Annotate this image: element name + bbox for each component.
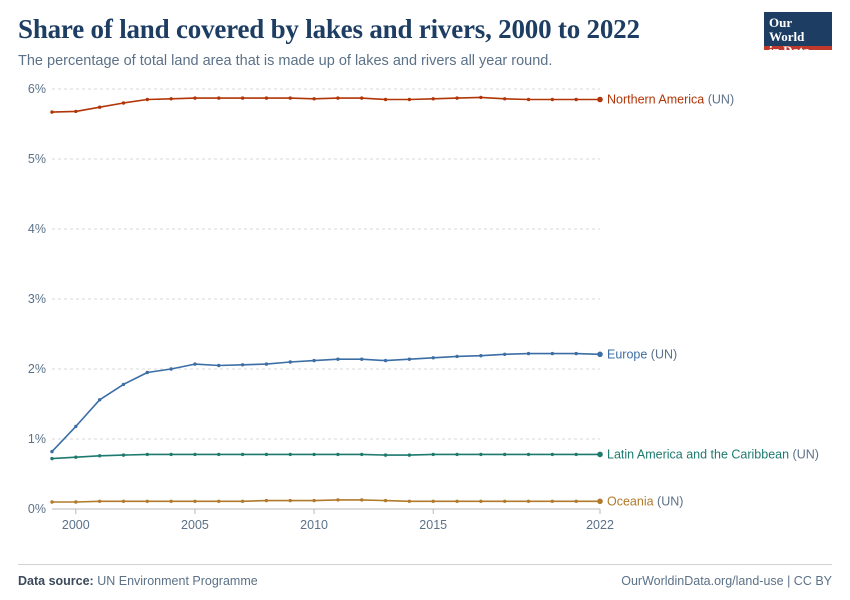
series-point — [74, 455, 77, 458]
series-point — [289, 499, 292, 502]
series-point — [432, 356, 435, 359]
series-point — [384, 98, 387, 101]
series-point — [98, 499, 101, 502]
x-axis-tick-label: 2022 — [586, 517, 614, 532]
series-point — [527, 499, 530, 502]
series-point — [479, 96, 482, 99]
series-point — [193, 96, 196, 99]
series-point — [193, 453, 196, 456]
series-point — [384, 359, 387, 362]
series-point — [551, 499, 554, 502]
series-point — [408, 357, 411, 360]
series-point — [574, 453, 577, 456]
data-source — [18, 574, 258, 588]
owid-logo[interactable] — [764, 12, 832, 58]
series-point — [265, 362, 268, 365]
series-line[interactable] — [52, 97, 600, 112]
series-legend-suffix: (UN) — [704, 92, 735, 107]
footer-attribution[interactable]: OurWorldinData.org/land-use | CC BY — [621, 574, 832, 588]
series-point — [289, 453, 292, 456]
series-point — [455, 499, 458, 502]
series-point — [122, 499, 125, 502]
series-point — [241, 363, 244, 366]
series-point — [527, 453, 530, 456]
series-point — [503, 352, 506, 355]
series-point — [265, 499, 268, 502]
series-legend-suffix: (UN) — [653, 494, 684, 509]
series-legend-suffix: (UN) — [647, 347, 678, 362]
series-point — [169, 453, 172, 456]
series-point — [336, 498, 339, 501]
y-axis-tick-label: 3% — [27, 291, 46, 306]
series-point — [74, 500, 77, 503]
series-point — [50, 457, 53, 460]
series-point — [574, 98, 577, 101]
series-legend-label[interactable]: Latin America and the Caribbean (UN) — [607, 447, 819, 462]
series-point — [122, 383, 125, 386]
line-chart[interactable] — [18, 81, 832, 551]
series-point — [217, 453, 220, 456]
series-point — [408, 453, 411, 456]
series-point — [455, 453, 458, 456]
series-point — [503, 97, 506, 100]
series-point — [384, 453, 387, 456]
series-point — [574, 499, 577, 502]
series-point — [503, 499, 506, 502]
series-line[interactable] — [52, 353, 600, 451]
series-point — [146, 371, 149, 374]
chart-plot-area[interactable] — [18, 81, 832, 551]
series-point — [336, 357, 339, 360]
series-point — [193, 362, 196, 365]
series-point — [98, 105, 101, 108]
y-axis-tick-label: 5% — [27, 151, 46, 166]
series-point — [479, 354, 482, 357]
x-axis-tick-label: 2000 — [61, 517, 90, 532]
series-point — [336, 96, 339, 99]
series-end-marker — [597, 498, 603, 504]
series-point — [312, 499, 315, 502]
series-point — [360, 96, 363, 99]
series-point — [50, 500, 53, 503]
series-point — [432, 97, 435, 100]
series-point — [74, 110, 77, 113]
series-point — [312, 453, 315, 456]
series-point — [169, 97, 172, 100]
series-point — [241, 96, 244, 99]
series-point — [217, 96, 220, 99]
series-line[interactable] — [52, 454, 600, 458]
series-legend-label[interactable]: Oceania (UN) — [607, 494, 684, 509]
series-point — [50, 450, 53, 453]
series-point — [265, 453, 268, 456]
series-point — [551, 453, 554, 456]
series-legend-suffix: (UN) — [789, 447, 819, 462]
series-point — [265, 96, 268, 99]
series-line[interactable] — [52, 500, 600, 502]
series-point — [384, 499, 387, 502]
series-point — [241, 499, 244, 502]
series-point — [50, 110, 53, 113]
series-point — [408, 499, 411, 502]
series-point — [122, 453, 125, 456]
data-source-label: Data source: — [18, 574, 94, 588]
series-point — [574, 352, 577, 355]
series-point — [432, 453, 435, 456]
series-point — [98, 398, 101, 401]
y-axis-tick-label: 2% — [27, 361, 46, 376]
series-legend-label[interactable]: Europe (UN) — [607, 347, 678, 362]
series-point — [527, 352, 530, 355]
series-point — [479, 499, 482, 502]
y-axis-tick-label: 1% — [27, 431, 46, 446]
series-point — [289, 360, 292, 363]
series-point — [551, 352, 554, 355]
series-point — [241, 453, 244, 456]
series-end-marker — [597, 451, 603, 457]
y-axis-tick-label: 0% — [27, 501, 46, 516]
series-point — [217, 499, 220, 502]
series-point — [289, 96, 292, 99]
series-point — [193, 499, 196, 502]
data-source-value: UN Environment Programme — [97, 574, 258, 588]
series-point — [312, 97, 315, 100]
series-point — [74, 425, 77, 428]
series-point — [360, 357, 363, 360]
series-point — [146, 98, 149, 101]
owid-logo-line2: in Data — [769, 43, 810, 58]
series-point — [146, 499, 149, 502]
series-end-marker — [597, 351, 603, 357]
series-point — [527, 98, 530, 101]
y-axis-tick-label: 4% — [27, 221, 46, 236]
series-end-marker — [597, 97, 603, 103]
series-point — [217, 364, 220, 367]
chart-subtitle: The percentage of total land area that is made up of lakes and rivers all year round. — [18, 53, 553, 70]
series-point — [551, 98, 554, 101]
series-point — [122, 101, 125, 104]
series-point — [169, 367, 172, 370]
series-legend-label[interactable]: Northern America (UN) — [607, 92, 735, 107]
series-point — [360, 498, 363, 501]
series-point — [169, 499, 172, 502]
series-point — [455, 355, 458, 358]
series-point — [360, 453, 363, 456]
page-title: Share of land covered by lakes and rivers, 2000 to 2022 — [18, 14, 640, 44]
chart-header — [18, 14, 832, 71]
series-point — [408, 98, 411, 101]
owid-logo-line1: Our World — [769, 15, 805, 44]
series-point — [479, 453, 482, 456]
series-point — [336, 453, 339, 456]
y-axis-tick-label: 6% — [27, 81, 46, 96]
x-axis-tick-label: 2010 — [300, 517, 328, 532]
chart-footer — [18, 564, 832, 588]
series-point — [146, 453, 149, 456]
series-point — [455, 96, 458, 99]
series-point — [98, 454, 101, 457]
series-point — [312, 359, 315, 362]
series-point — [503, 453, 506, 456]
x-axis-tick-label: 2015 — [419, 517, 448, 532]
series-point — [432, 499, 435, 502]
x-axis-tick-label: 2005 — [181, 517, 209, 532]
